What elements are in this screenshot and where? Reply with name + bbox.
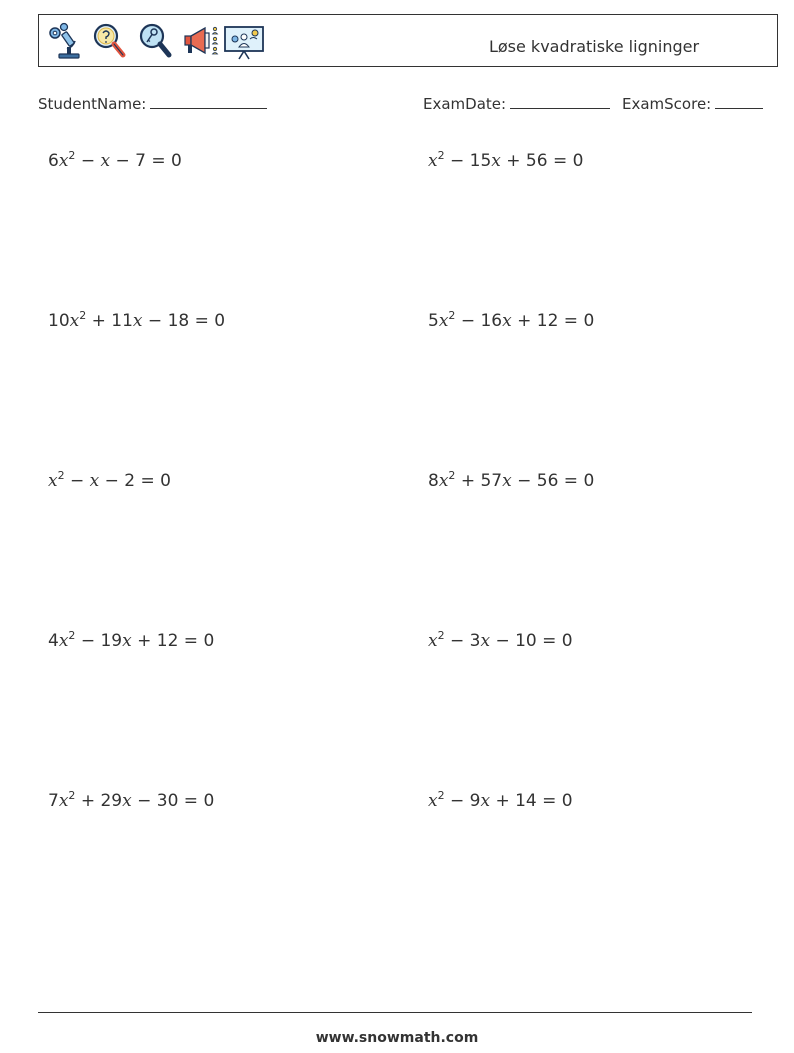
coefficient-b: − 15 [444,151,492,171]
student-name-blank[interactable] [150,94,267,109]
constant-and-rhs: + 12 = 0 [511,311,595,331]
exponent: 2 [448,469,456,482]
exponent: 2 [68,629,76,642]
exam-score-field [622,94,763,113]
coefficient-b: + 11 [86,311,133,331]
exponent: 2 [437,789,445,802]
exponent: 2 [68,149,76,162]
header-box [38,14,778,67]
coefficient-b: − 16 [455,311,503,331]
exponent: 2 [448,309,456,322]
problem-equation [48,311,225,331]
exponent: 2 [79,309,87,322]
exam-date-label: ExamDate: [423,95,507,113]
variable: x [502,311,512,331]
variable: x [89,471,100,491]
exam-date-blank[interactable] [510,94,610,109]
exam-date-field [423,94,610,113]
page-title: Løse kvadratiske ligninger [488,37,700,56]
constant-and-rhs: − 10 = 0 [490,631,573,651]
problem-equation [428,471,594,491]
constant-and-rhs: − 30 = 0 [131,791,215,811]
variable: x [100,151,111,171]
coefficient-b: − [64,471,90,491]
variable: x [428,631,438,651]
problem-equation [428,631,573,651]
constant-and-rhs: − 7 = 0 [110,151,182,171]
problem-equation [428,791,573,811]
variable: x [132,311,143,331]
constant-and-rhs: + 56 = 0 [500,151,584,171]
variable: x [428,151,438,171]
constant-and-rhs: + 14 = 0 [490,791,573,811]
coefficient-b: + 29 [75,791,123,811]
constant-and-rhs: − 56 = 0 [511,471,595,491]
coefficient-b: − 9 [444,791,481,811]
variable: x [69,311,80,331]
variable: x [58,631,69,651]
problem-equation [48,791,214,811]
variable: x [438,471,449,491]
problem-equation [428,311,594,331]
variable: x [491,151,501,171]
constant-and-rhs: − 18 = 0 [142,311,226,331]
problem-equation [48,151,182,171]
coefficient-a: 4 [48,631,59,651]
coefficient-b: − [75,151,101,171]
constant-and-rhs: − 2 = 0 [99,471,171,491]
megaphone-icon [181,19,223,63]
coefficient-b: − 3 [444,631,481,651]
variable: x [58,791,69,811]
coefficient-a: 10 [48,311,70,331]
coefficient-b: − 19 [75,631,123,651]
student-name-label: StudentName: [38,95,147,113]
constant-and-rhs: + 12 = 0 [131,631,215,651]
coefficient-a: 6 [48,151,59,171]
coefficient-a: 8 [428,471,439,491]
footer-divider [38,1012,752,1013]
exponent: 2 [437,629,445,642]
exponent: 2 [57,469,65,482]
problem-equation [48,631,214,651]
coefficient-a: 7 [48,791,59,811]
problem-equation [48,471,171,491]
variable: x [502,471,512,491]
magnifier-key-icon [137,19,175,63]
coefficient-b: + 57 [455,471,503,491]
problem-equation [428,151,583,171]
coefficient-a: 5 [428,311,439,331]
exam-score-label: ExamScore: [622,95,712,113]
exponent: 2 [68,789,76,802]
footer-url: www.snowmath.com [315,1030,479,1046]
exponent: 2 [437,149,445,162]
exam-score-blank[interactable] [715,94,763,109]
variable: x [48,471,58,491]
student-name-field [38,94,267,113]
variable: x [122,631,132,651]
icon-strip [45,19,267,63]
variable: x [428,791,438,811]
variable: x [122,791,132,811]
variable: x [480,631,491,651]
variable: x [480,791,491,811]
variable: x [58,151,69,171]
gears-microscope-icon [45,19,87,63]
presentation-board-icon [223,19,267,63]
variable: x [438,311,449,331]
magnifier-question-icon [91,19,129,63]
